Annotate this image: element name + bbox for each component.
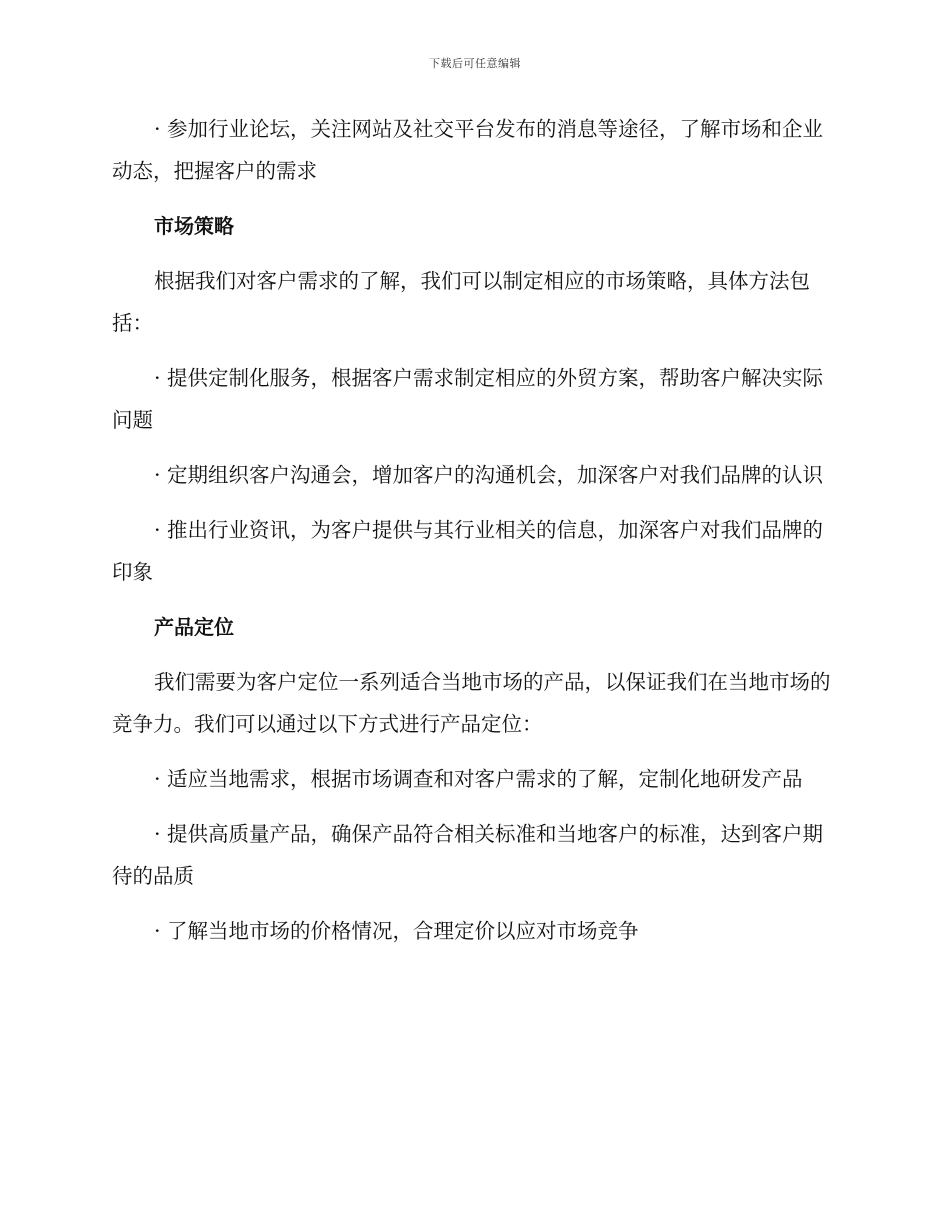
body-paragraph: 我们需要为客户定位一系列适合当地市场的产品，以保证我们在当地市场的竞争力。我们可以通过以下方式进行产品定位： xyxy=(112,670,831,736)
bullet-paragraph: · 参加行业论坛，关注网站及社交平台发布的消息等途径，了解市场和企业动态，把握客户的需求 xyxy=(112,117,824,183)
section-heading: 产品定位 xyxy=(154,615,234,639)
document-body xyxy=(112,108,834,965)
bullet-paragraph: · 定期组织客户沟通会，增加客户的沟通机会，加深客户对我们品牌的认识 xyxy=(154,463,824,487)
bullet-paragraph: · 提供定制化服务，根据客户需求制定相应的外贸方案，帮助客户解决实际问题 xyxy=(112,366,824,432)
bullet-paragraph: · 提供高质量产品，确保产品符合相关标准和当地客户的标准，达到客户期待的品质 xyxy=(112,822,824,888)
bullet-paragraph: · 推出行业资讯，为客户提供与其行业相关的信息，加深客户对我们品牌的印象 xyxy=(112,518,824,584)
bullet-paragraph: · 了解当地市场的价格情况，合理定价以应对市场竞争 xyxy=(154,919,639,943)
body-paragraph: 根据我们对客户需求的了解，我们可以制定相应的市场策略，具体方法包括： xyxy=(112,269,810,335)
section-heading: 市场策略 xyxy=(154,214,234,238)
page-header: 下载后可任意编辑 xyxy=(429,57,521,70)
bullet-paragraph: · 适应当地需求，根据市场调查和对客户需求的了解，定制化地研发产品 xyxy=(154,767,803,791)
